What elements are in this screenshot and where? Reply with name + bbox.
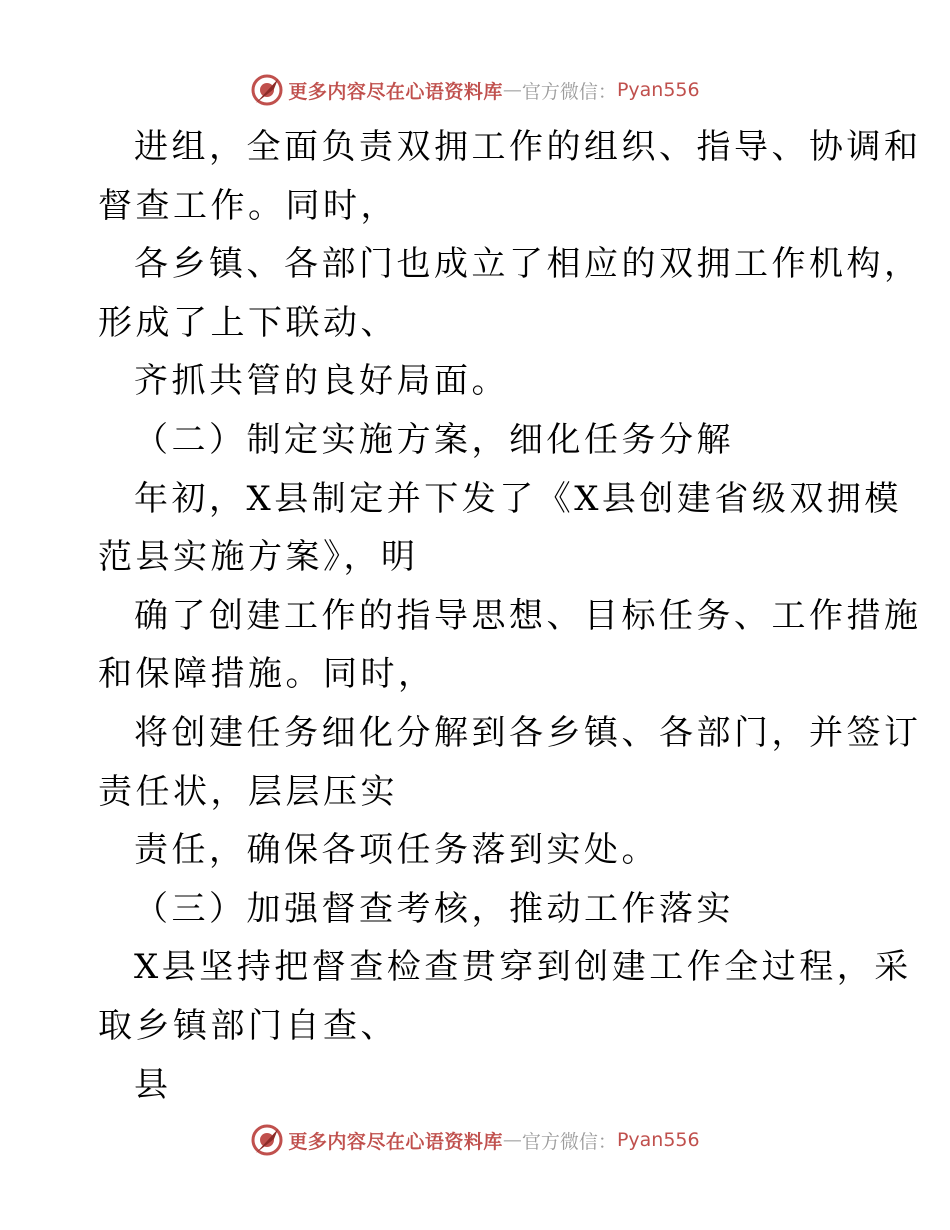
text-line: 年初，X县制定并下发了《X县创建省级双拥模 bbox=[134, 478, 902, 519]
quill-logo-icon bbox=[250, 73, 284, 107]
watermark-separator: — bbox=[502, 79, 522, 101]
text-line: 取乡镇部门自查、 bbox=[98, 1005, 398, 1046]
watermark-official-label: 官方微信： bbox=[521, 80, 617, 103]
text-line: 齐抓共管的良好局面。 bbox=[134, 361, 509, 402]
text-line: 进组，全面负责双拥工作的组织、指导、协调和 bbox=[134, 127, 922, 167]
watermark-official-label: 官方微信： bbox=[521, 1130, 617, 1153]
text-line: 责任，确保各项任务落到实处。 bbox=[134, 830, 659, 871]
footer-watermark bbox=[0, 1122, 950, 1158]
watermark-id: Pyan556 bbox=[616, 1129, 700, 1151]
text-line: 范县实施方案》，明 bbox=[98, 537, 419, 578]
section-heading: （三）加强督查考核，推动工作落实 bbox=[134, 888, 734, 929]
text-line: 形成了上下联动、 bbox=[98, 302, 398, 343]
section-heading: （二）制定实施方案，细化任务分解 bbox=[134, 419, 734, 460]
text-line: 责任状，层层压实 bbox=[98, 771, 398, 812]
text-line: 确了创建工作的指导思想、目标任务、工作措施 bbox=[134, 595, 922, 636]
text-line: 和保障措施。同时， bbox=[98, 654, 436, 695]
watermark-text: 更多内容尽在心语资料库 bbox=[288, 80, 503, 103]
text-line: 各乡镇、各部门也成立了相应的双拥工作机构， bbox=[134, 244, 922, 285]
watermark-separator: — bbox=[502, 1129, 522, 1151]
document-body bbox=[98, 118, 922, 1114]
text-line: 县 bbox=[134, 1064, 172, 1105]
text-line: X县坚持把督查检查贯穿到创建工作全过程，采 bbox=[134, 947, 912, 988]
header-watermark bbox=[0, 72, 950, 108]
text-line: 督查工作。同时， bbox=[98, 185, 398, 226]
watermark-id: Pyan556 bbox=[616, 79, 700, 101]
text-line: 将创建任务细化分解到各乡镇、各部门，并签订 bbox=[134, 712, 922, 753]
watermark-text: 更多内容尽在心语资料库 bbox=[288, 1130, 503, 1153]
quill-logo-icon bbox=[250, 1123, 284, 1157]
